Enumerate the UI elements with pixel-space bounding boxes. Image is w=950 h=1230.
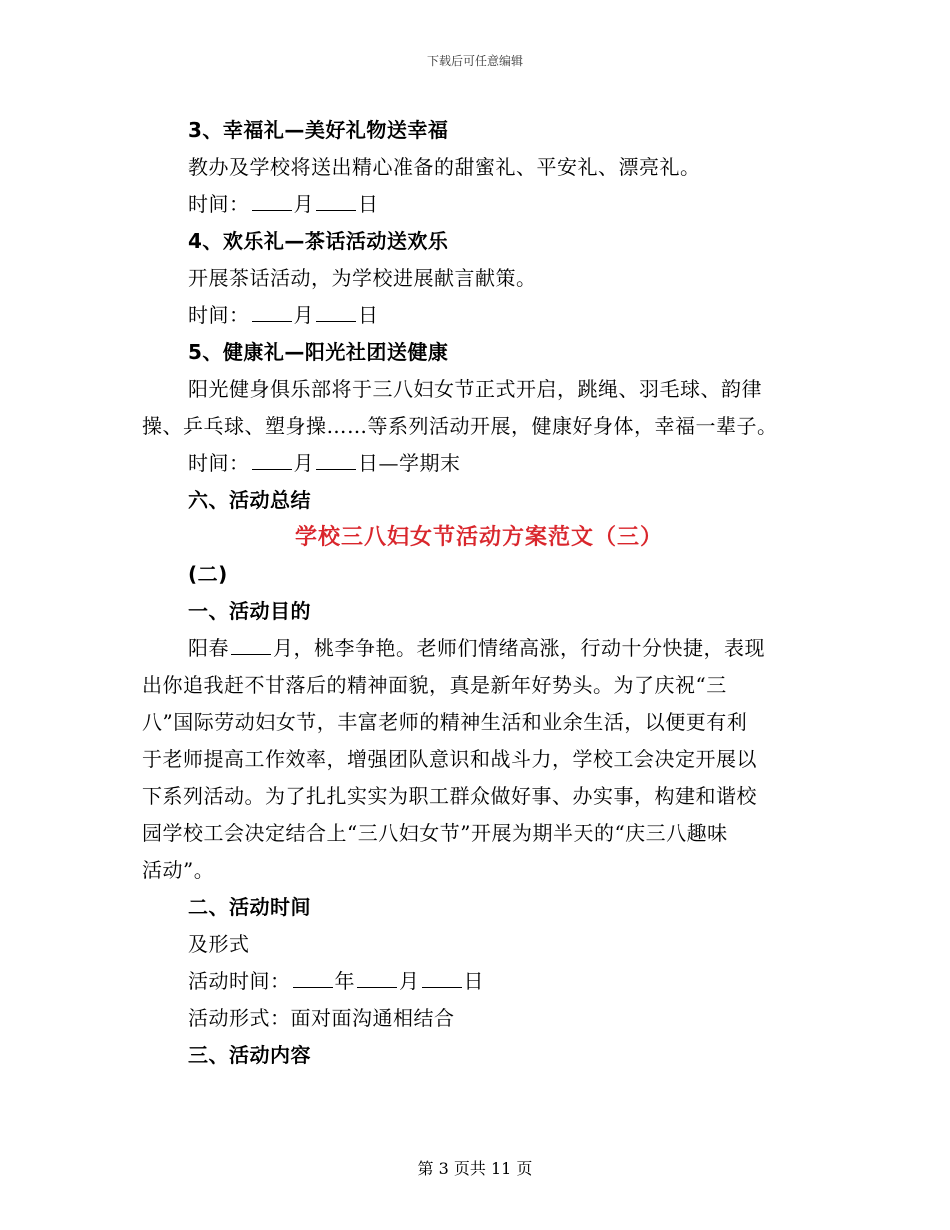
paragraph-line: 园学校工会决定结合上“三八妇女节”开展为期半天的“庆三八趣味 [142,821,728,845]
paragraph-line [142,630,810,667]
body-text: 阳光健身俱乐部将于三八妇女节正式开启，跳绳、羽毛球、韵律 [188,377,762,401]
section-heading: 4、欢乐礼—茶话活动送欢乐 [188,229,449,253]
paragraph-line: 下系列活动。为了扎扎实实为职工群众做好事、办实事，构建和谐校 [142,784,757,808]
day-label: 日 [358,192,379,216]
section-heading: 一、活动目的 [188,599,311,623]
time-label: 时间： [188,303,250,327]
body-text: 活动形式：面对面沟通相结合 [188,1006,455,1030]
time-line [142,186,810,223]
time-label: 时间： [188,451,250,475]
time-label: 活动时间： [188,969,291,993]
body-text: 教办及学校将送出精心准备的甜蜜礼、平安礼、漂亮礼。 [188,155,701,179]
body-text: 及形式 [188,932,250,956]
blank-underline [316,188,356,211]
time-line [142,445,810,482]
page-header: 下载后可任意编辑 [426,54,523,68]
section-heading: 六、活动总结 [188,488,311,512]
month-label: 月 [293,451,314,475]
time-line [142,963,810,1000]
section-heading: 3、幸福礼—美好礼物送幸福 [188,118,449,142]
document-body [142,112,810,1074]
body-text: 操、乒乓球、塑身操……等系列活动开展，健康好身体，幸福一辈子。 [142,414,778,438]
paragraph-line: 于老师提高工作效率，增强团队意识和战斗力，学校工会决定开展以 [142,747,757,771]
month-label: 月 [399,969,420,993]
section-heading: 二、活动时间 [188,895,311,919]
blank-underline [252,188,292,211]
blank-underline [252,299,292,322]
month-label: 月 [293,192,314,216]
blank-underline [422,965,462,988]
section-heading: 5、健康礼—阳光社团送健康 [188,340,449,364]
body-text: 月，桃李争艳。老师们情绪高涨，行动十分快捷，表现 [273,636,765,660]
paragraph-line: 八”国际劳动妇女节，丰富老师的精神生活和业余生活，以便更有利 [142,710,748,734]
day-label: 日 [463,969,484,993]
section-heading: (二) [188,562,228,586]
paragraph-line: 活动”。 [142,858,215,882]
day-label: 日 [358,303,379,327]
blank-underline [293,965,333,988]
body-text: 阳春 [188,636,229,660]
section-heading: 三、活动内容 [188,1043,311,1067]
time-line [142,297,810,334]
page-footer: 第 3 页共 11 页 [417,1159,533,1178]
body-text: 开展茶话活动，为学校进展献言献策。 [188,266,537,290]
blank-underline [252,447,292,470]
year-label: 年 [334,969,355,993]
time-label: 时间： [188,192,250,216]
blank-underline [316,299,356,322]
day-label: 日—学期末 [358,451,461,475]
document-title: 学校三八妇女节活动方案范文（三） [294,525,663,550]
blank-underline [231,632,271,655]
blank-underline [316,447,356,470]
paragraph-line: 出你追我赶不甘落后的精神面貌，真是新年好势头。为了庆祝“三 [142,673,727,697]
month-label: 月 [293,303,314,327]
blank-underline [357,965,397,988]
